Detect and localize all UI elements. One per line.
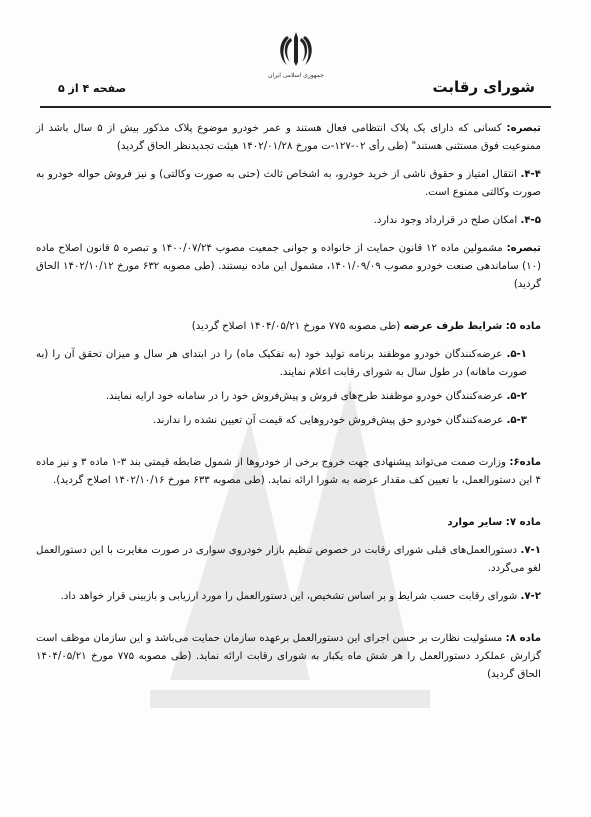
article-note: (طی مصوبه ۷۷۵ مورخ ۱۴۰۴/۰۵/۲۱ اصلاح گردید) — [191, 321, 404, 332]
spacer — [36, 500, 541, 514]
iran-emblem-icon — [275, 28, 317, 70]
article-7-heading: ماده ۷: سایر موارد — [447, 517, 541, 528]
spacer — [36, 616, 541, 630]
clause-text: دستورالعمل‌های قبلی شورای رقابت در خصوص تنظیم بازار خودروی سواری در صورت مغایرت با این دستورالعمل لغو می‌گردد. — [36, 545, 541, 574]
clause-label: ۵-۱. — [506, 349, 527, 360]
clause-label: ۴-۵. — [520, 215, 541, 226]
article-text: مسئولیت نظارت بر حسن اجرای این دستورالعمل برعهده سازمان حمایت می‌باشد و این سازمان موظف است گزارش عملکرد دستورالعمل را هر شش ماه یکبار به شورای رقابت ارائه نماید. (طی مصوبه ۷۷۵ مورخ ۱۴۰۴/۰۵/۲۱ الحاق گردید) — [36, 633, 541, 680]
spacer — [36, 304, 541, 318]
clause-label: ۷-۲. — [520, 591, 541, 602]
clause-label: ۷-۱. — [520, 545, 541, 556]
clause-text: عرضه‌کنندگان خودرو موظفند برنامه تولید خود (به تفکیک ماه) را در ابتدای هر سال و میزان تحقق آن را (به صورت ماهانه) در طول سال به شورای رقابت اعلام نمایند. — [36, 349, 527, 378]
note-text: مشمولین ماده ۱۲ قانون حمایت از خانواده و جوانی جمعیت مصوب ۱۴۰۰/۰۷/۲۴ و تبصره ۵ قانون اصلاح ماده (۱۰) ساماندهی صنعت خودرو مصوب ۱۴۰۱/۰۹/۰۹، مشمول این ماده نیستند. (طی مصوبه ۶۳۲ مورخ ۱۴۰۲/۱۰/۱۲ الحاق گردید) — [36, 243, 542, 290]
article-5-heading — [36, 318, 541, 336]
clause-5-3 — [36, 412, 541, 430]
clause-7-1 — [36, 542, 541, 578]
clause-text: امکان صلح در قرارداد وجود ندارد. — [373, 215, 521, 226]
article-label: ماده ۸: — [505, 633, 541, 644]
page-header — [0, 0, 591, 115]
article-text: وزارت صمت می‌تواند پیشنهادی جهت خروج برخی از خودروها از شمول ضابطه قیمتی بند ۳-۱ ماده ۳ و نیز ماده ۴ این دستورالعمل، با تعیین کف مقدار عرضه به شورا ارائه نماید. (طی مصوبه ۶۳۳ مورخ ۱۴۰۲/۱۰/۱۶ اصلاح گردید). — [36, 457, 541, 486]
note-paragraph-2 — [36, 240, 541, 294]
clause-text: عرضه‌کنندگان خودرو موظفند طرح‌های فروش و پیش‌فروش خود را در سامانه خود ارایه نمایند. — [105, 391, 507, 402]
clause-4-4 — [36, 166, 541, 202]
clause-label: ۵-۳. — [506, 415, 527, 426]
clause-label: ۴-۴. — [520, 169, 541, 180]
clause-5-1 — [36, 346, 541, 382]
article-title: ماده ۵: شرایط طرف عرضه — [403, 321, 541, 332]
article-6 — [36, 454, 541, 490]
note-label: تبصره: — [506, 123, 541, 134]
clause-text: عرضه‌کنندگان خودرو حق پیش‌فروش خودروهایی که قیمت آن تعیین نشده را ندارند. — [152, 415, 507, 426]
clause-text: شورای رقابت حسب شرایط و بر اساس تشخیص، این دستورالعمل را مورد ارزیابی و بازبینی قرار خواهد داد. — [60, 591, 521, 602]
document-body — [36, 120, 541, 694]
article-8 — [36, 630, 541, 684]
emblem-caption: جمهوری اسلامی ایران — [268, 72, 324, 79]
clause-5-2 — [36, 388, 541, 406]
spacer — [36, 440, 541, 454]
clause-text: انتقال امتیاز و حقوق ناشی از خرید خودرو، به اشخاص ثالث (حتی به صورت وکالتی) و نیز فروش حواله خودرو به صورت وکالتی ممنوع است. — [36, 169, 541, 198]
clause-4-5 — [36, 212, 541, 230]
clause-label: ۵-۲. — [506, 391, 527, 402]
article-label: ماده۶: — [509, 457, 541, 468]
page-number: صفحه ۴ از ۵ — [58, 82, 127, 95]
note-paragraph-1 — [36, 120, 541, 156]
note-label: تبصره: — [506, 243, 542, 254]
note-text: کسانی که دارای یک پلاک انتظامی فعال هستند و عمر خودرو موضوع پلاک مذکور بیش از ۵ سال باشد از ممنوعیت فوق مستثنی هستند" (طی رأی ۰۲-۱۲۷-ت مورخ ۱۴۰۲/۰۱/۲۸ هیئت تجدیدنظر الحاق گردید) — [36, 123, 541, 152]
org-title: شورای رقابت — [432, 78, 535, 96]
clause-7-2 — [36, 588, 541, 606]
header-divider — [40, 106, 551, 108]
